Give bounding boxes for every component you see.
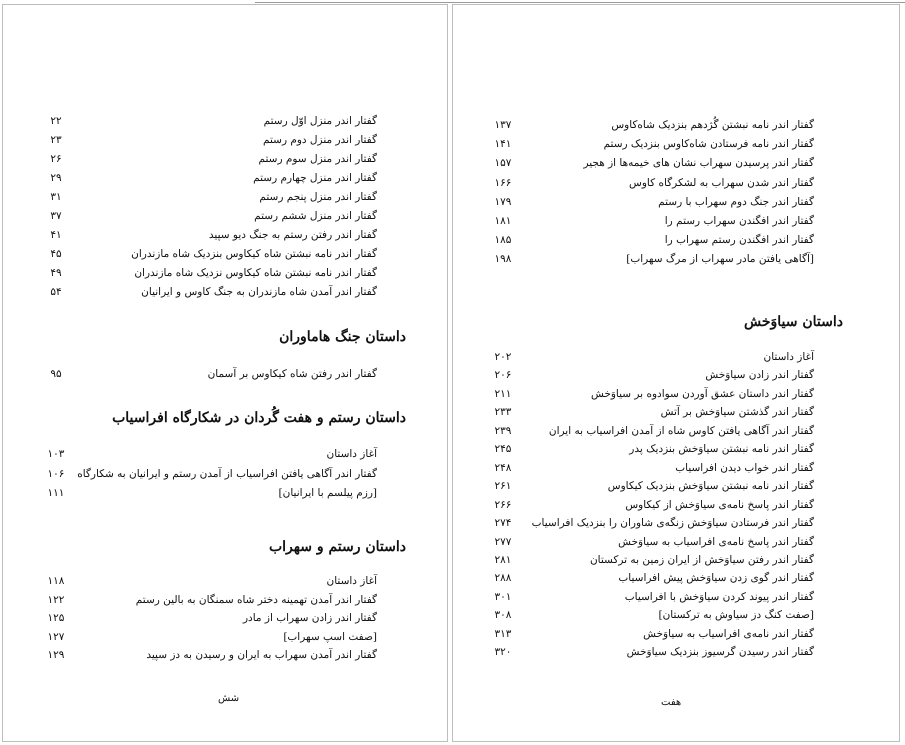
toc-entry-page-number: ۳۰۸: [494, 609, 512, 622]
page-number-footer: شش: [218, 693, 240, 704]
toc-entry-title: گفتار اندر منزل اوّل رستم: [263, 115, 377, 127]
toc-entry-title: گفتار اندر شدن سهراب به لشکرگاه کاوس: [629, 176, 814, 189]
toc-entry-title: آغاز داستان: [763, 351, 814, 363]
toc-entry-page-number: ۱۶۶: [494, 176, 512, 189]
toc-entry-page-number: ۲۷۴: [494, 517, 512, 530]
toc-entry: [3, 112, 447, 130]
toc-entry-title: گفتار اندر زادن سهراب از مادر: [242, 612, 377, 624]
section-heading-rostam-sohrab: داستان رستم و سهراب: [268, 539, 406, 555]
toc-entry-title: گفتار اندر گذشتن سیاوَخش بر آتش: [660, 406, 814, 419]
toc-entry-page-number: ۲۰۶: [494, 369, 512, 382]
toc-entry-page-number: ۱۵۷: [494, 157, 512, 170]
toc-entry-page-number: ۲۸۱: [494, 553, 512, 566]
toc-entry-title: آغاز داستان: [326, 448, 377, 460]
toc-entry-page-number: ۱۸۵: [494, 234, 512, 247]
toc-entry-title: گفتار اندر رفتن سیاوَخش از ایران زمین به ترکستان: [589, 553, 814, 566]
toc-entry: [3, 445, 447, 463]
toc-entry-title: گفتار اندر پاسخ نامه‌ی سیاوَخش از کیکاوس: [625, 498, 814, 511]
toc-entry-page-number: ۲۳۹: [494, 424, 512, 437]
toc-entry: [3, 169, 447, 187]
toc-entry: [453, 514, 899, 532]
toc-entry-page-number: ۲۴۸: [494, 461, 512, 474]
toc-entry: [453, 422, 899, 440]
toc-entry-title: گفتار اندر داستان عشق آوردن سوادوه بر سیاوَخش: [590, 387, 814, 400]
toc-entry-page-number: ۱۲۲: [47, 593, 65, 606]
toc-entry-page-number: ۲۶: [50, 153, 62, 165]
toc-entry-page-number: ۲۳۳: [494, 406, 512, 419]
page-number-footer: هفت: [661, 697, 682, 708]
toc-entry-page-number: ۱۰۳: [47, 448, 65, 460]
toc-entry: [3, 646, 447, 664]
toc-entry-page-number: ۲۷۷: [494, 535, 512, 548]
toc-entry: [3, 245, 447, 263]
toc-entry-title: گفتار اندر منزل ششم رستم: [254, 210, 377, 222]
toc-entry: [453, 440, 899, 458]
toc-entry: [3, 609, 447, 627]
toc-entry-page-number: ۴۱: [50, 229, 62, 241]
right-page: [452, 4, 900, 742]
section-heading-haft-gardan: داستان رستم و هفت گُردان در شکارگاه افراسیاب: [112, 410, 406, 426]
toc-entry-page-number: ۲۸۸: [494, 572, 512, 585]
toc-entry-page-number: ۱۱۱: [47, 487, 65, 499]
toc-entry: [3, 365, 447, 383]
toc-entry-page-number: ۲۰۲: [494, 351, 512, 363]
toc-entry: [453, 231, 899, 249]
toc-entry-title: گفتار اندر پاسخ نامه‌ی افراسیاب به سیاوَخش: [618, 535, 814, 548]
toc-entry-title: گفتار اندر منزل چهارم رستم: [253, 172, 377, 184]
toc-entry: [3, 283, 447, 301]
top-border-line: [255, 2, 905, 3]
toc-entry-page-number: ۱۲۷: [47, 630, 65, 643]
toc-entry-page-number: ۲۶۱: [494, 480, 512, 493]
toc-entry-page-number: ۱۲۹: [47, 649, 65, 661]
toc-entry-page-number: ۱۲۵: [47, 612, 65, 624]
toc-entry: [453, 643, 899, 661]
toc-entry-title: گفتار اندر منزل پنجم رستم: [259, 191, 377, 203]
toc-entry-page-number: ۲۳: [50, 134, 62, 146]
toc-entry-title: گفتار اندر نامه نبشتن شاه کیکاوس نزدیک شاه مازندران: [134, 267, 377, 279]
toc-entry-page-number: ۴۹: [50, 267, 62, 279]
toc-entry: [3, 572, 447, 590]
toc-entry-page-number: ۲۲: [50, 115, 62, 127]
toc-entry-title: گفتار اندر نامه نبشتن شاه کیکاوس بنزدیک شاه مازندران: [131, 248, 377, 260]
left-page: [2, 4, 448, 742]
toc-entry-page-number: ۳۱۳: [494, 627, 512, 640]
toc-entry-page-number: ۱۴۱: [494, 138, 512, 151]
toc-entry-page-number: ۱۹۸: [494, 253, 512, 266]
toc-entry-page-number: ۳۲۰: [494, 646, 512, 659]
toc-entry-title: گفتار اندر آگاهی یافتن کاوس شاه از آمدن افراسیاب به ایران: [548, 424, 814, 437]
toc-entry: [453, 569, 899, 587]
toc-entry-page-number: ۵۴: [50, 286, 62, 298]
toc-entry-title: گفتار اندر رفتن رستم به جنگ دیو سپید: [208, 229, 377, 241]
toc-entry-title: [آگاهی یافتن مادر سهراب از مرگ سهراب]: [626, 253, 814, 266]
toc-entry-title: گفتار اندر منزل دوم رستم: [262, 134, 377, 146]
section-heading-siavash: داستان سیاوَخش: [744, 314, 843, 330]
toc-entry-title: گفتار اندر آگاهی یافتن افراسیاب از آمدن رستم و ایرانیان به شکارگاه: [77, 467, 377, 480]
toc-entry: [453, 212, 899, 230]
toc-entry-title: [صفت کنگ دز سیاوش به ترکستان]: [658, 609, 814, 622]
toc-entry: [3, 264, 447, 282]
toc-entry: [453, 551, 899, 569]
toc-entry-page-number: ۳۰۱: [494, 590, 512, 603]
toc-entry: [453, 348, 899, 366]
toc-entry: [453, 496, 899, 514]
toc-entry: [453, 250, 899, 268]
toc-entry: [453, 477, 899, 495]
toc-entry: [3, 131, 447, 149]
toc-entry: [453, 116, 899, 134]
toc-entry-title: گفتار اندر منزل سوم رستم: [258, 153, 377, 165]
toc-entry: [3, 591, 447, 609]
toc-entry-page-number: ۱۷۹: [494, 195, 512, 208]
toc-entry-title: گفتار اندر نامه نبشتن سیاوَخش بنزدیک کیکاوس: [607, 480, 814, 493]
toc-entry: [453, 459, 899, 477]
toc-entry-title: گفتار اندر رفتن شاه کیکاوس بر آسمان: [207, 368, 377, 380]
toc-entry: [453, 135, 899, 153]
toc-entry: [3, 465, 447, 483]
toc-entry-title: گفتار اندر آمدن شاه مازندران به جنگ کاوس و ایرانیان: [141, 286, 377, 298]
toc-entry: [3, 628, 447, 646]
toc-entry: [453, 154, 899, 172]
toc-entry-title: [صفت اسپ سهراب]: [283, 630, 377, 643]
toc-entry-title: گفتار اندر خواب دیدن افراسیاب: [675, 461, 814, 474]
toc-entry-title: گفتار اندر فرستادن سیاوَخش زنگه‌ی شاوران را بنزدیک افراسیاب: [531, 517, 814, 530]
toc-entry-title: گفتار اندر جنگ دوم سهراب با رستم: [658, 195, 814, 208]
toc-entry-title: گفتار اندر پرسیدن سهراب نشان های خیمه‌ها از هجیر: [583, 157, 814, 170]
toc-entry-title: گفتار اندر نامه نبشتن گُژدهم بنزدیک شاه‌کاوس: [611, 119, 814, 131]
toc-entry-page-number: ۳۷: [50, 210, 62, 222]
toc-entry-title: گفتار اندر رسیدن گرسیوز بنزدیک سیاوَخش: [626, 646, 814, 659]
toc-entry-title: گفتار اندر آمدن تهمینه دختر شاه سمنگان به بالین رستم: [135, 593, 377, 606]
toc-entry-title: گفتار اندر افگندن رستم سهراب را: [664, 234, 814, 247]
toc-entry-page-number: ۱۳۷: [494, 119, 512, 131]
toc-entry: [453, 533, 899, 551]
toc-entry: [3, 484, 447, 502]
toc-entry-page-number: ۹۵: [50, 368, 62, 380]
toc-entry: [453, 174, 899, 192]
toc-entry-title: گفتار اندر پیوند کردن سیاوَخش با افراسیاب: [624, 590, 814, 603]
toc-entry-title: گفتار اندر افگندن سهراب رستم را: [664, 215, 814, 227]
toc-entry-title: گفتار اندر گوی زدن سیاوَخش پیش افراسیاب: [618, 572, 814, 585]
toc-entry: [3, 226, 447, 244]
toc-entry-title: گفتار اندر نامه فرستادن شاه‌کاوس بنزدیک رستم: [603, 138, 814, 151]
toc-entry: [453, 193, 899, 211]
toc-entry-page-number: ۲۴۵: [494, 443, 512, 456]
toc-entry-page-number: ۱۰۶: [47, 467, 65, 480]
toc-entry-title: [رزم پیلسم با ایرانیان]: [278, 487, 377, 499]
toc-entry-title: گفتار اندر نامه نبشتن سیاوَخش بنزدیک پدر: [629, 443, 814, 456]
toc-entry-page-number: ۱۱۸: [47, 575, 65, 587]
toc-entry-page-number: ۱۸۱: [494, 215, 512, 227]
toc-entry-page-number: ۳۱: [50, 191, 62, 203]
toc-entry-page-number: ۲۶۶: [494, 498, 512, 511]
toc-entry: [453, 588, 899, 606]
toc-entry: [453, 385, 899, 403]
section-heading-hamavaran: داستان جنگ هاماوران: [279, 329, 406, 345]
toc-entry-page-number: ۲۹: [50, 172, 62, 184]
toc-entry: [453, 403, 899, 421]
toc-entry-title: آغاز داستان: [326, 575, 377, 587]
toc-entry: [3, 150, 447, 168]
toc-entry-title: گفتار اندر آمدن سهراب به ایران و رسیدن به دز سپید: [146, 649, 377, 661]
toc-entry-page-number: ۴۵: [50, 248, 62, 260]
toc-entry: [3, 188, 447, 206]
toc-entry: [3, 207, 447, 225]
toc-entry: [453, 606, 899, 624]
toc-entry-title: گفتار اندر زادن سیاوَخش: [705, 369, 814, 382]
toc-entry: [453, 625, 899, 643]
toc-entry: [453, 366, 899, 384]
toc-entry-page-number: ۲۱۱: [494, 387, 512, 400]
toc-entry-title: گفتار اندر نامه‌ی افراسیاب به سیاوَخش: [643, 627, 814, 640]
